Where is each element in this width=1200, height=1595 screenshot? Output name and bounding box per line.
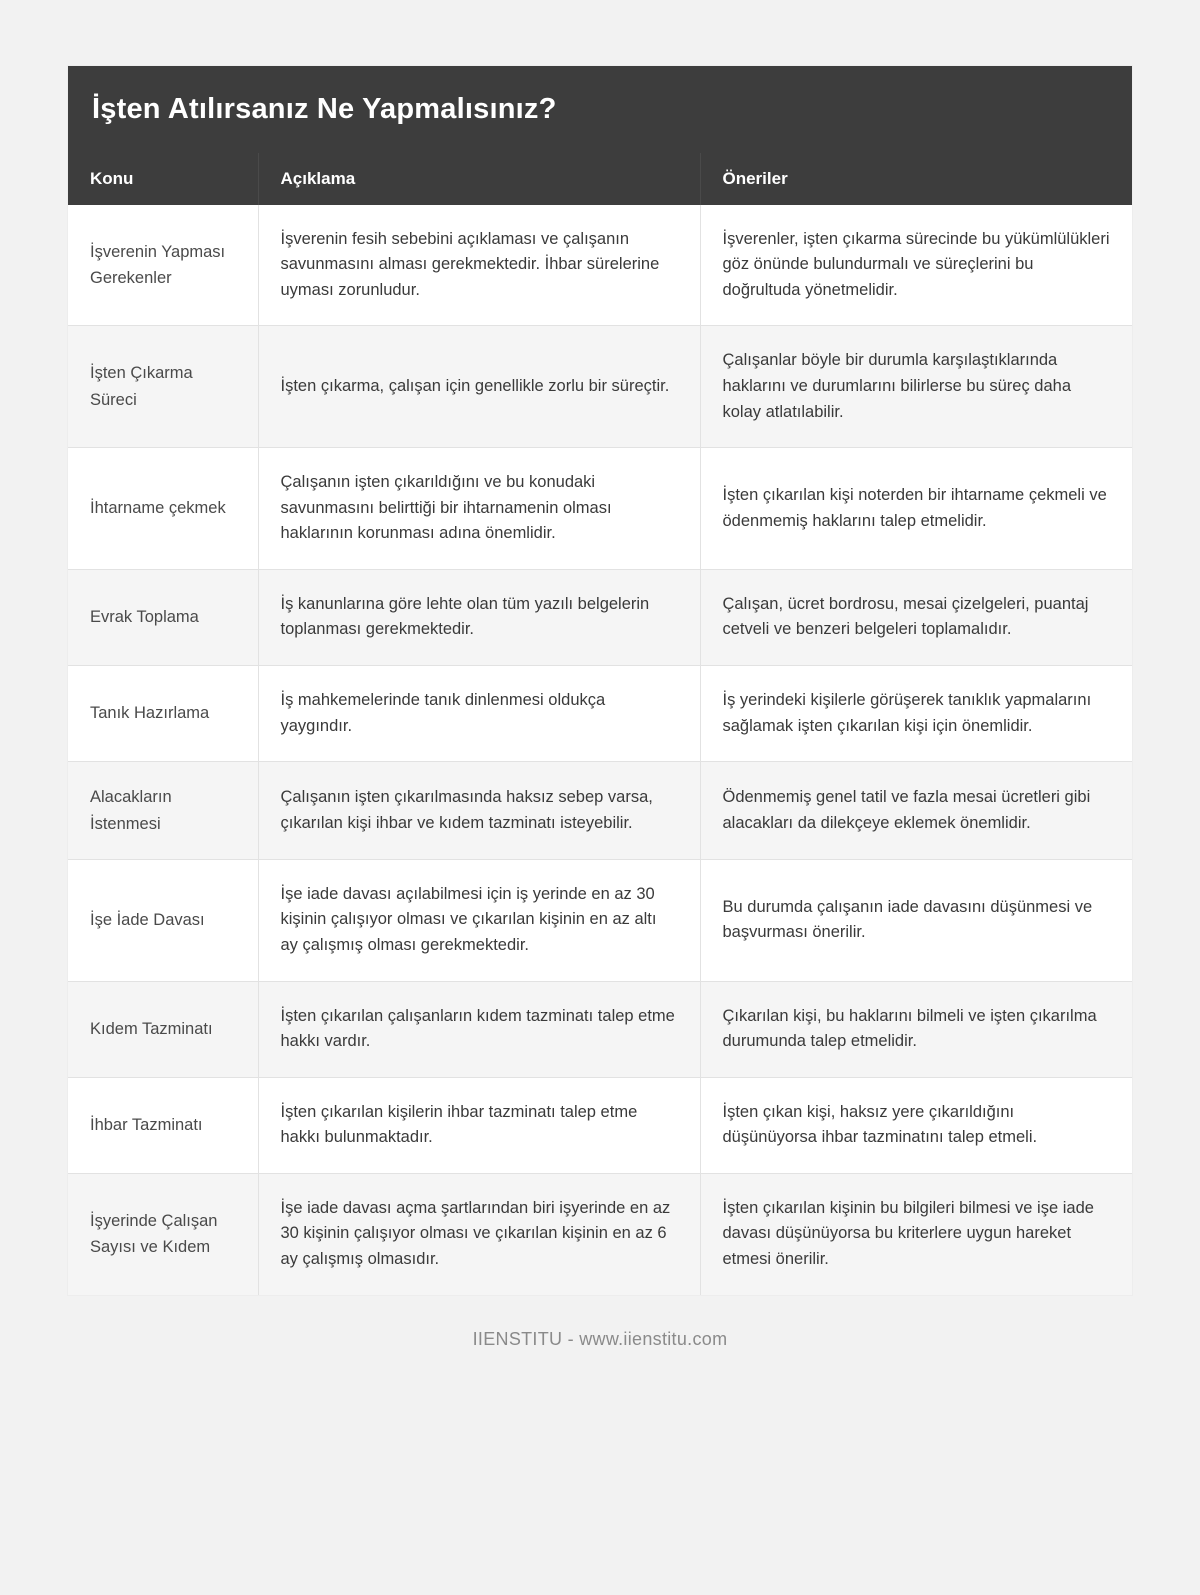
cell-konu: İhbar Tazminatı: [68, 1077, 258, 1173]
cell-konu: Kıdem Tazminatı: [68, 981, 258, 1077]
info-card: [68, 66, 1132, 1295]
cell-aciklama: İşe iade davası açılabilmesi için iş yerinde en az 30 kişinin çalışıyor olması ve çıkarılan kişinin en az altı ay çalışmış olması gerekmektedir.: [258, 859, 700, 981]
cell-konu: İşe İade Davası: [68, 859, 258, 981]
cell-oneriler: Çıkarılan kişi, bu haklarını bilmeli ve işten çıkarılma durumunda talep etmelidir.: [700, 981, 1132, 1077]
cell-oneriler: İşten çıkarılan kişinin bu bilgileri bilmesi ve işe iade davası düşünüyorsa bu kriterlere uygun hareket etmesi önerilir.: [700, 1173, 1132, 1294]
column-header-aciklama: Açıklama: [258, 153, 700, 205]
cell-konu: İhtarname çekmek: [68, 448, 258, 570]
cell-oneriler: İşten çıkan kişi, haksız yere çıkarıldığını düşünüyorsa ihbar tazminatını talep etmeli.: [700, 1077, 1132, 1173]
table-header: [68, 153, 1132, 205]
cell-konu: Alacakların İstenmesi: [68, 762, 258, 860]
cell-oneriler: İşverenler, işten çıkarma sürecinde bu yükümlülükleri göz önünde bulundurmalı ve süreçlerini bu doğrultuda yönetmelidir.: [700, 205, 1132, 326]
cell-aciklama: Çalışanın işten çıkarıldığını ve bu konudaki savunmasını belirttiği bir ihtarnamenin olması haklarının korunması adına önemlidir.: [258, 448, 700, 570]
table-row: [68, 1077, 1132, 1173]
cell-konu: İşyerinde Çalışan Sayısı ve Kıdem: [68, 1173, 258, 1294]
footer-credit: IIENSTITU - www.iienstitu.com: [472, 1328, 728, 1349]
cell-konu: Tanık Hazırlama: [68, 665, 258, 761]
cell-oneriler: İşten çıkarılan kişi noterden bir ihtarname çekmeli ve ödenmemiş haklarını talep etmelidir.: [700, 448, 1132, 570]
table-row: [68, 859, 1132, 981]
page-title: İşten Atılırsanız Ne Yapmalısınız?: [68, 66, 1132, 153]
table-row: [68, 1173, 1132, 1294]
table-row: [68, 448, 1132, 570]
table-row: [68, 665, 1132, 761]
table-header-row: [68, 153, 1132, 205]
table-row: [68, 205, 1132, 326]
cell-aciklama: İş kanunlarına göre lehte olan tüm yazılı belgelerin toplanması gerekmektedir.: [258, 569, 700, 665]
table-body: [68, 205, 1132, 1295]
cell-aciklama: İşverenin fesih sebebini açıklaması ve çalışanın savunmasını alması gerekmektedir. İhbar sürelerine uyması zorunludur.: [258, 205, 700, 326]
cell-konu: İşverenin Yapması Gerekenler: [68, 205, 258, 326]
cell-oneriler: İş yerindeki kişilerle görüşerek tanıklık yapmalarını sağlamak işten çıkarılan kişi için önemlidir.: [700, 665, 1132, 761]
table-row: [68, 981, 1132, 1077]
cell-konu: İşten Çıkarma Süreci: [68, 326, 258, 448]
column-header-oneriler: Öneriler: [700, 153, 1132, 205]
cell-aciklama: İşten çıkarılan kişilerin ihbar tazminatı talep etme hakkı bulunmaktadır.: [258, 1077, 700, 1173]
cell-aciklama: İşten çıkarılan çalışanların kıdem tazminatı talep etme hakkı vardır.: [258, 981, 700, 1077]
cell-aciklama: İş mahkemelerinde tanık dinlenmesi oldukça yaygındır.: [258, 665, 700, 761]
column-header-konu: Konu: [68, 153, 258, 205]
table-row: [68, 326, 1132, 448]
info-table: [68, 153, 1132, 1295]
cell-oneriler: Bu durumda çalışanın iade davasını düşünmesi ve başvurması önerilir.: [700, 859, 1132, 981]
cell-oneriler: Çalışanlar böyle bir durumla karşılaştıklarında haklarını ve durumlarını bilirlerse bu süreç daha kolay atlatılabilir.: [700, 326, 1132, 448]
table-row: [68, 762, 1132, 860]
cell-aciklama: İşe iade davası açma şartlarından biri işyerinde en az 30 kişinin çalışıyor olması ve çıkarılan kişinin en az 6 ay çalışmış olmasıdır.: [258, 1173, 700, 1294]
cell-aciklama: İşten çıkarma, çalışan için genellikle zorlu bir süreçtir.: [258, 326, 700, 448]
cell-aciklama: Çalışanın işten çıkarılmasında haksız sebep varsa, çıkarılan kişi ihbar ve kıdem tazminatı isteyebilir.: [258, 762, 700, 860]
table-row: [68, 569, 1132, 665]
cell-oneriler: Çalışan, ücret bordrosu, mesai çizelgeleri, puantaj cetveli ve benzeri belgeleri toplamalıdır.: [700, 569, 1132, 665]
cell-konu: Evrak Toplama: [68, 569, 258, 665]
cell-oneriler: Ödenmemiş genel tatil ve fazla mesai ücretleri gibi alacakları da dilekçeye eklemek önemlidir.: [700, 762, 1132, 860]
